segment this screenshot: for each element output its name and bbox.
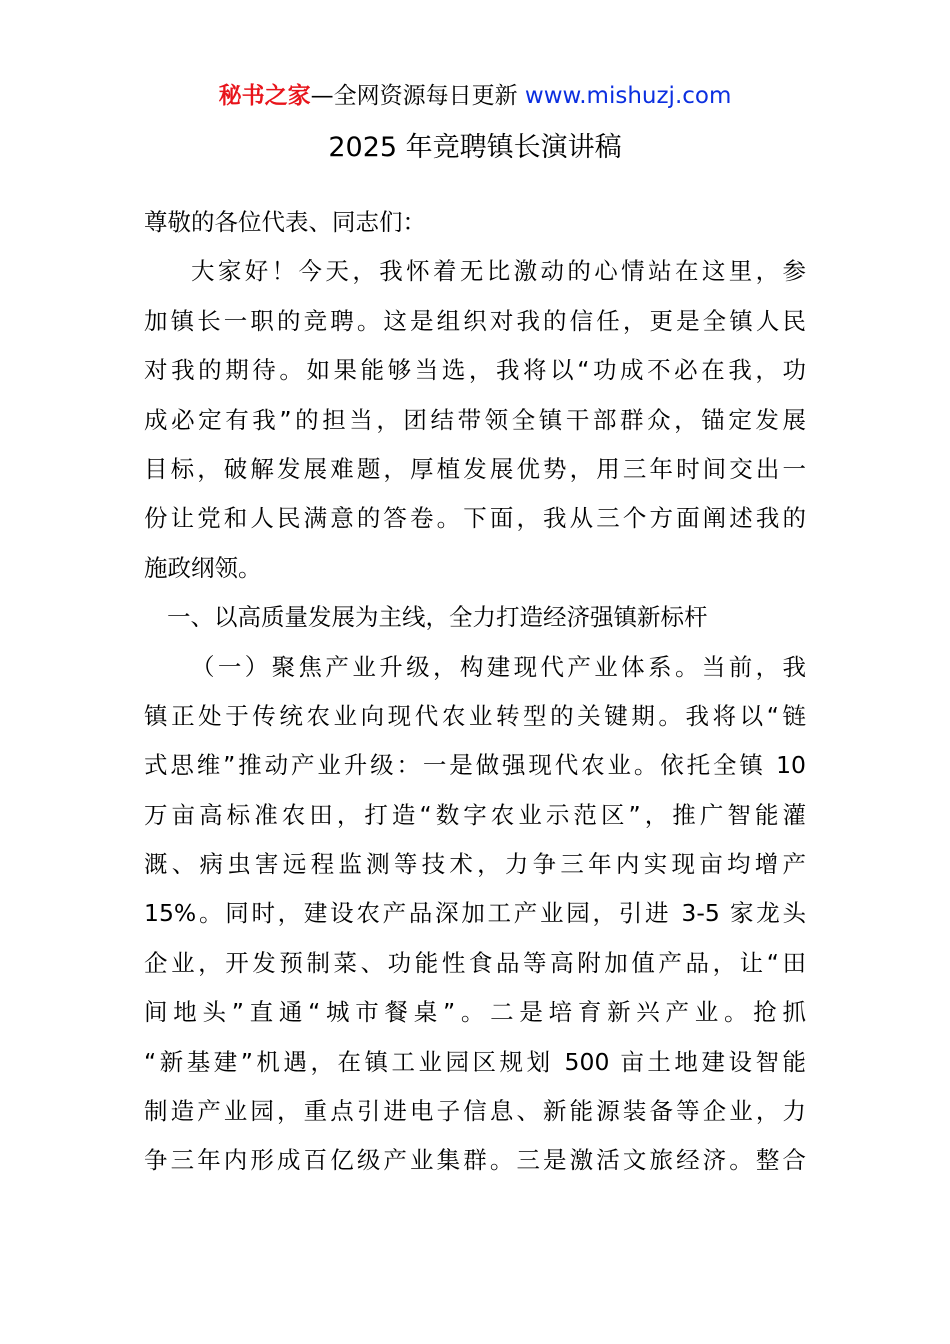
paragraph-line: 制造产业园，重点引进电子信息、新能源装备等企业，力 (144, 1097, 806, 1126)
section-heading: 一、以高质量发展为主线，全力打造经济强镇新标杆 (167, 603, 708, 632)
paragraph-line: 成必定有我”的担当，团结带领全镇干部群众，锚定发展 (144, 405, 806, 434)
site-header (0, 80, 950, 112)
paragraph-line: 目标，破解发展难题，厚植发展优势，用三年时间交出一 (144, 454, 806, 483)
site-url-link[interactable]: www.mishuzj.com (524, 83, 732, 109)
paragraph-line: 间地头”直通“城市餐桌”。二是培育新兴产业。抢抓 (144, 998, 806, 1027)
paragraph-line: “新基建”机遇，在镇工业园区规划 500 亩土地建设智能 (144, 1047, 806, 1076)
paragraph-line: 对我的期待。如果能够当选，我将以“功成不必在我，功 (144, 356, 806, 385)
paragraph-line: 企业，开发预制菜、功能性食品等高附加值产品，让“田 (144, 948, 806, 977)
paragraph-line: 争三年内形成百亿级产业集群。三是激活文旅经济。整合 (144, 1146, 806, 1175)
paragraph-line: 大家好！今天，我怀着无比激动的心情站在这里，参 (191, 257, 806, 286)
paragraph-line: 份让党和人民满意的答卷。下面，我从三个方面阐述我的 (144, 504, 806, 533)
paragraph-line: 式思维”推动产业升级：一是做强现代农业。依托全镇 10 (144, 751, 806, 780)
paragraph-line: 施政纲领。 (144, 553, 262, 582)
document-body (144, 198, 806, 1186)
paragraph-line: 溉、病虫害远程监测等技术，力争三年内实现亩均增产 (144, 850, 806, 879)
paragraph-line: 15%。同时，建设农产品深加工产业园，引进 3-5 家龙头 (144, 899, 806, 928)
site-tagline: —全网资源每日更新 (310, 83, 525, 109)
paragraph-line: 镇正处于传统农业向现代农业转型的关键期。我将以“链 (144, 701, 806, 730)
site-brand: 秘书之家 (218, 83, 311, 109)
paragraph-line: （一）聚焦产业升级，构建现代产业体系。当前，我 (191, 652, 806, 681)
paragraph-line: 加镇长一职的竞聘。这是组织对我的信任，更是全镇人民 (144, 306, 806, 335)
paragraph-line: 万亩高标准农田，打造“数字农业示范区”，推广智能灌 (144, 800, 806, 829)
document-title: 2025 年竞聘镇长演讲稿 (328, 132, 622, 163)
salutation: 尊敬的各位代表、同志们： (144, 208, 426, 236)
